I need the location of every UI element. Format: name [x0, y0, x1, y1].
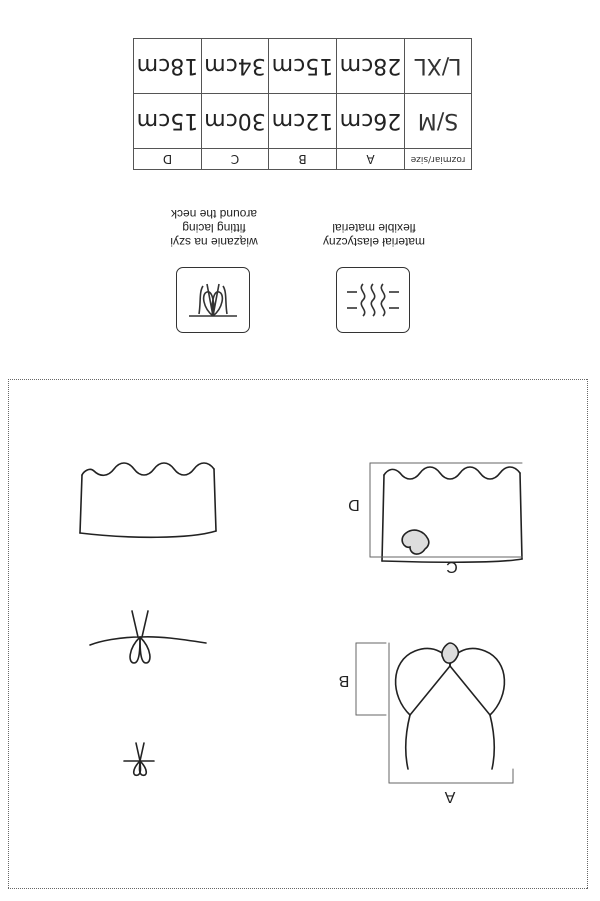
- harness-drawing: [396, 643, 505, 769]
- size-value: 34cm: [202, 39, 269, 94]
- size-value: 28cm: [337, 39, 405, 94]
- bandeau-drawing-measured: [382, 467, 522, 562]
- column-a-header: A: [337, 149, 405, 170]
- neck-lacing-drawing: [90, 611, 206, 663]
- bandeau-drawing-plain: [80, 463, 216, 537]
- size-label: L/XL: [405, 39, 472, 94]
- size-value: 26cm: [337, 94, 405, 149]
- size-value: 12cm: [269, 94, 337, 149]
- column-b-header: B: [269, 149, 337, 170]
- dimension-a-label: A: [444, 788, 456, 805]
- dimension-c-d-lines: [370, 463, 522, 557]
- feature-line-en: fitting lacing: [182, 221, 246, 235]
- size-value: 30cm: [202, 94, 269, 149]
- column-d-header: D: [134, 149, 202, 170]
- dimension-d-label: D: [348, 496, 360, 513]
- size-value: 15cm: [269, 39, 337, 94]
- feature-line-pl: materiał elastyczny: [322, 235, 426, 249]
- size-value: 15cm: [134, 94, 202, 149]
- dimension-b-label: B: [338, 672, 350, 689]
- small-bow-drawing: [124, 743, 154, 775]
- feature-line-pl: wiązanie na szyi: [170, 235, 258, 249]
- feature-line-en: flexible material: [332, 221, 416, 235]
- dimension-b-lines: [356, 643, 386, 715]
- size-value: 18cm: [134, 39, 202, 94]
- column-c-header: C: [202, 149, 269, 170]
- feature-line-en: around the neck: [170, 207, 258, 221]
- dimension-c-label: C: [446, 558, 458, 575]
- size-header-label: rozmiar/size: [405, 149, 472, 170]
- size-label: S/M: [405, 94, 472, 149]
